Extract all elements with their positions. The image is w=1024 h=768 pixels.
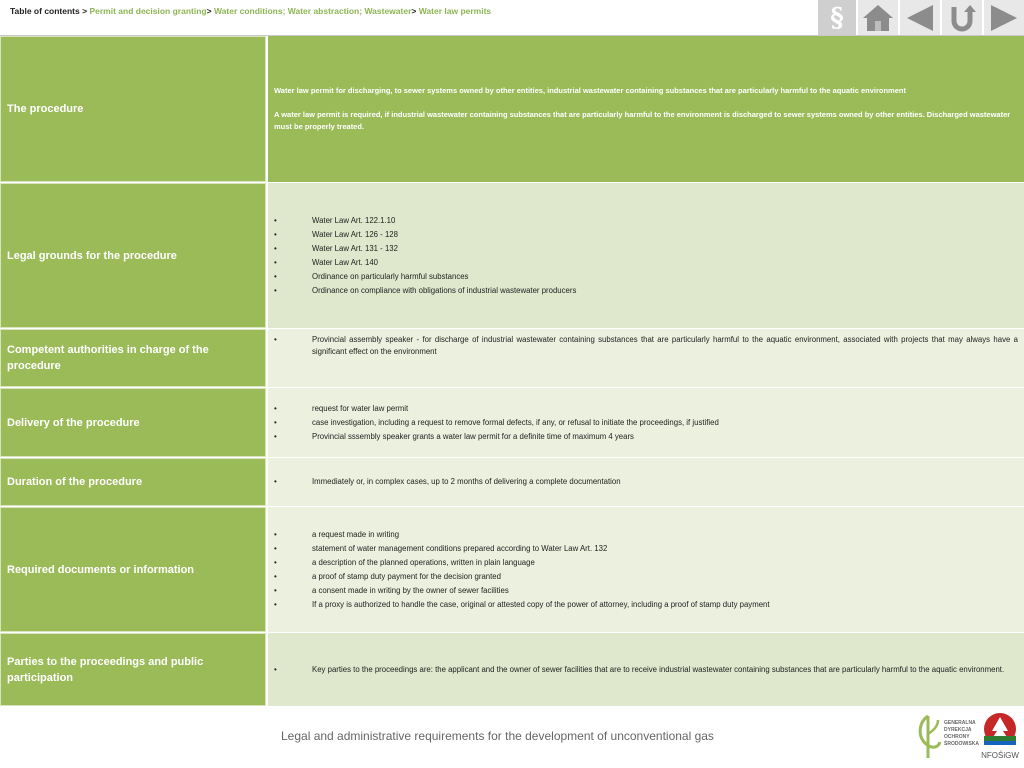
bullet-list	[268, 400, 1024, 444]
forward-arrow-icon	[987, 3, 1021, 33]
back-button[interactable]	[900, 0, 940, 36]
list-item: • Ordinance on particularly harmful substances	[268, 271, 1024, 283]
home-button[interactable]	[858, 0, 898, 36]
list-item: • Water Law Art. 131 - 132	[268, 243, 1024, 255]
bullet-list	[268, 526, 1024, 612]
row-label: Legal grounds for the procedure	[7, 249, 177, 262]
breadcrumb	[10, 6, 491, 16]
list-item: • Water Law Art. 140	[268, 257, 1024, 269]
row-label-cell	[0, 36, 266, 182]
list-item: • Ordinance on compliance with obligations of industrial wastewater producers	[268, 285, 1024, 297]
gdos-logo-line: ŚRODOWISKA	[944, 741, 979, 747]
breadcrumb-separator: >	[82, 6, 88, 16]
return-button[interactable]	[942, 0, 982, 36]
list-item: • request for water law permit	[268, 403, 1024, 415]
list-item: • Water Law Art. 122.1.10	[268, 215, 1024, 227]
breadcrumb-separator: >	[206, 6, 212, 16]
gdos-logo-icon	[914, 712, 979, 762]
procedure-content	[268, 36, 1024, 182]
forward-button[interactable]	[984, 0, 1024, 36]
nfosigw-logo-icon	[979, 712, 1021, 762]
row-label-cell	[0, 329, 266, 387]
row-delivery	[0, 388, 1024, 457]
breadcrumb-link-permits[interactable]: Permit and decision granting	[89, 6, 207, 16]
row-content	[268, 507, 1024, 632]
list-item: • a consent made in writing by the owner of sewer facilities	[268, 585, 1024, 597]
bullet-list	[268, 661, 1024, 677]
list-item: • a description of the planned operations, written in plain language	[268, 557, 1024, 569]
bullet-list	[268, 332, 1024, 360]
header	[0, 0, 1024, 36]
return-icon	[945, 3, 979, 33]
nav-toolbar	[816, 0, 1024, 36]
list-item: • Provincial assembly speaker - for discharge of industrial wastewater containing substances that are particularly harmful to the aquatic environment, associated with projects that may always have a significant effect on the environment	[268, 334, 1024, 358]
gdos-logo	[914, 712, 979, 767]
list-item: • Provincial sssembly speaker grants a water law permit for a definite time of maximum 4 years	[268, 431, 1024, 443]
home-icon	[861, 3, 895, 33]
row-label: Parties to the proceedings and public participation	[7, 655, 204, 684]
list-item: • statement of water management conditions prepared according to Water Law Art. 132	[268, 543, 1024, 555]
row-label-cell	[0, 507, 266, 632]
row-required-documents	[0, 507, 1024, 632]
row-procedure	[0, 36, 1024, 182]
row-content	[268, 633, 1024, 706]
row-label: Required documents or information	[7, 563, 195, 576]
row-content	[268, 458, 1024, 506]
row-parties	[0, 633, 1024, 706]
row-label: Delivery of the procedure	[7, 416, 140, 429]
breadcrumb-link-water[interactable]: Water conditions; Water abstraction; Wastewater	[213, 6, 412, 16]
row-label: The procedure	[7, 103, 84, 115]
row-competent-authorities	[0, 329, 1024, 387]
breadcrumb-link-current[interactable]: Water law permits	[418, 6, 492, 16]
nfosigw-logo	[979, 712, 1021, 767]
gdos-logo-line: GENERALNA	[944, 720, 976, 726]
row-label: Duration of the procedure	[7, 476, 143, 488]
procedure-title: Water law permit for discharging, to sewer systems owned by other entities, industrial wastewater containing substances that are particularly harmful to the aquatic environment	[274, 86, 906, 95]
row-duration	[0, 458, 1024, 506]
breadcrumb-separator: >	[411, 6, 417, 16]
gdos-logo-line: DYREKCJA	[944, 727, 972, 733]
list-item: • case investigation, including a request to remove formal defects, if any, or refusal to initiate the proceedings, if justified	[268, 417, 1024, 429]
footer-title: Legal and administrative requirements for the development of unconventional gas	[281, 729, 714, 743]
section-icon: §	[830, 3, 844, 33]
row-content	[268, 183, 1024, 328]
bullet-list	[268, 212, 1024, 298]
procedure-description: A water law permit is required, if industrial wastewater containing substances that are particularly harmful to the environment is discharged to sewer systems owned by other entities. Discharged wastewater must be properly treated.	[274, 110, 1011, 131]
list-item: • a proof of stamp duty payment for the decision granted	[268, 571, 1024, 583]
row-label-cell	[0, 458, 266, 506]
row-content	[268, 388, 1024, 457]
list-item: • Key parties to the proceedings are: the applicant and the owner of sewer facilities that are to receive industrial wastewater containing substances that are particularly harmful to the aquatic environment.	[268, 664, 1024, 676]
breadcrumb-root-link[interactable]: Table of contents	[10, 6, 80, 16]
gdos-logo-line: OCHRONY	[944, 734, 970, 740]
list-item: • If a proxy is authorized to handle the case, original or attested copy of the power of attorney, including a proof of stamp duty payment	[268, 599, 1024, 611]
row-content	[268, 329, 1024, 387]
section-button[interactable]	[818, 0, 856, 36]
bullet-list	[268, 474, 1024, 490]
row-label-cell	[0, 183, 266, 328]
back-arrow-icon	[903, 3, 937, 33]
nfosigw-logo-text: NFOŚiGW	[981, 751, 1019, 760]
list-item: • a request made in writing	[268, 529, 1024, 541]
row-label: Competent authorities in charge of the procedure	[7, 344, 209, 372]
row-label-cell	[0, 388, 266, 457]
row-legal-grounds	[0, 183, 1024, 328]
row-label-cell	[0, 633, 266, 706]
list-item: • Immediately or, in complex cases, up to 2 months of delivering a complete documentation	[268, 476, 1024, 488]
list-item: • Water Law Art. 126 - 128	[268, 229, 1024, 241]
